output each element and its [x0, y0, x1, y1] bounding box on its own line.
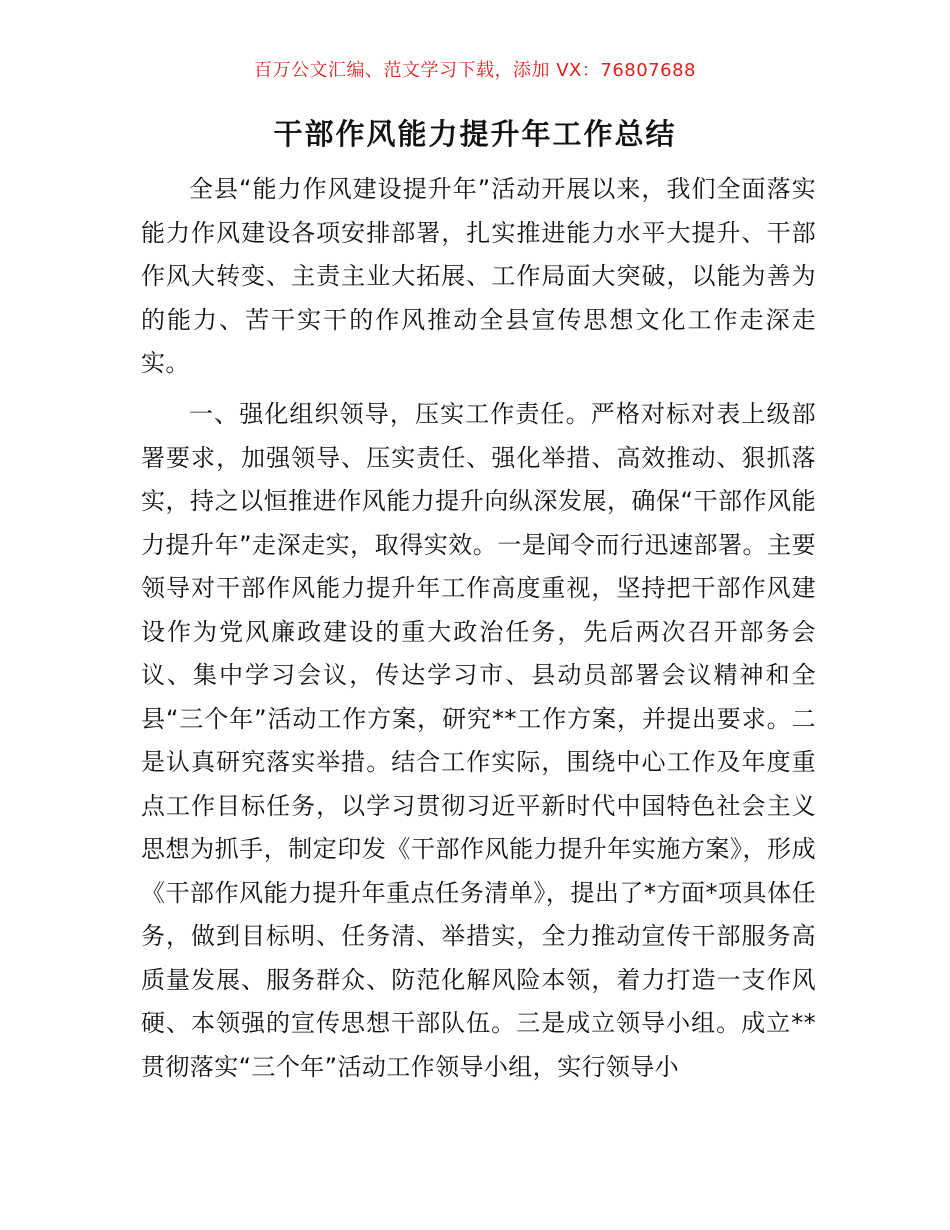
paragraph-intro: 全县“能力作风建设提升年”活动开展以来，我们全面落实能力作风建设各项安排部署，扎实推进能力水平大提升、干部作风大转变、主责主业大拓展、工作局面大突破，以能为善为的能力、苦干实干的作风推动全县宣传思想文化工作走深走实。 [141, 175, 816, 377]
document-title: 干部作风能力提升年工作总结 [273, 117, 677, 151]
header-contact-note: 百万公文汇编、范文学习下载，添加 VX：76807688 [254, 60, 696, 81]
paragraph-section-one: 一、强化组织领导，压实工作责任。严格对标对表上级部署要求，加强领导、压实责任、强化举措、高效推动、狠抓落实，持之以恒推进作风能力提升向纵深发展，确保“干部作风能力提升年”走深走实，取得实效。一是闻令而行迅速部署。主要领导对干部作风能力提升年工作高度重视，坚持把干部作风建设作为党风廉政建设的重大政治任务，先后两次召开部务会议、集中学习会议，传达学习市、县动员部署会议精神和全县“三个年”活动工作方案，研究**工作方案，并提出要求。二是认真研究落实举措。结合工作实际，围绕中心工作及年度重点工作目标任务，以学习贯彻习近平新时代中国特色社会主义思想为抓手，制定印发《干部作风能力提升年实施方案》，形成《干部作风能力提升年重点任务清单》，提出了*方面*项具体任务，做到目标明、任务清、举措实，全力推动宣传干部服务高质量发展、服务群众、防范化解风险本领，着力打造一支作风硬、本领强的宣传思想干部队伍。三是成立领导小组。成立**贯彻落实“三个年”活动工作领导小组，实行领导小 [141, 400, 816, 1081]
